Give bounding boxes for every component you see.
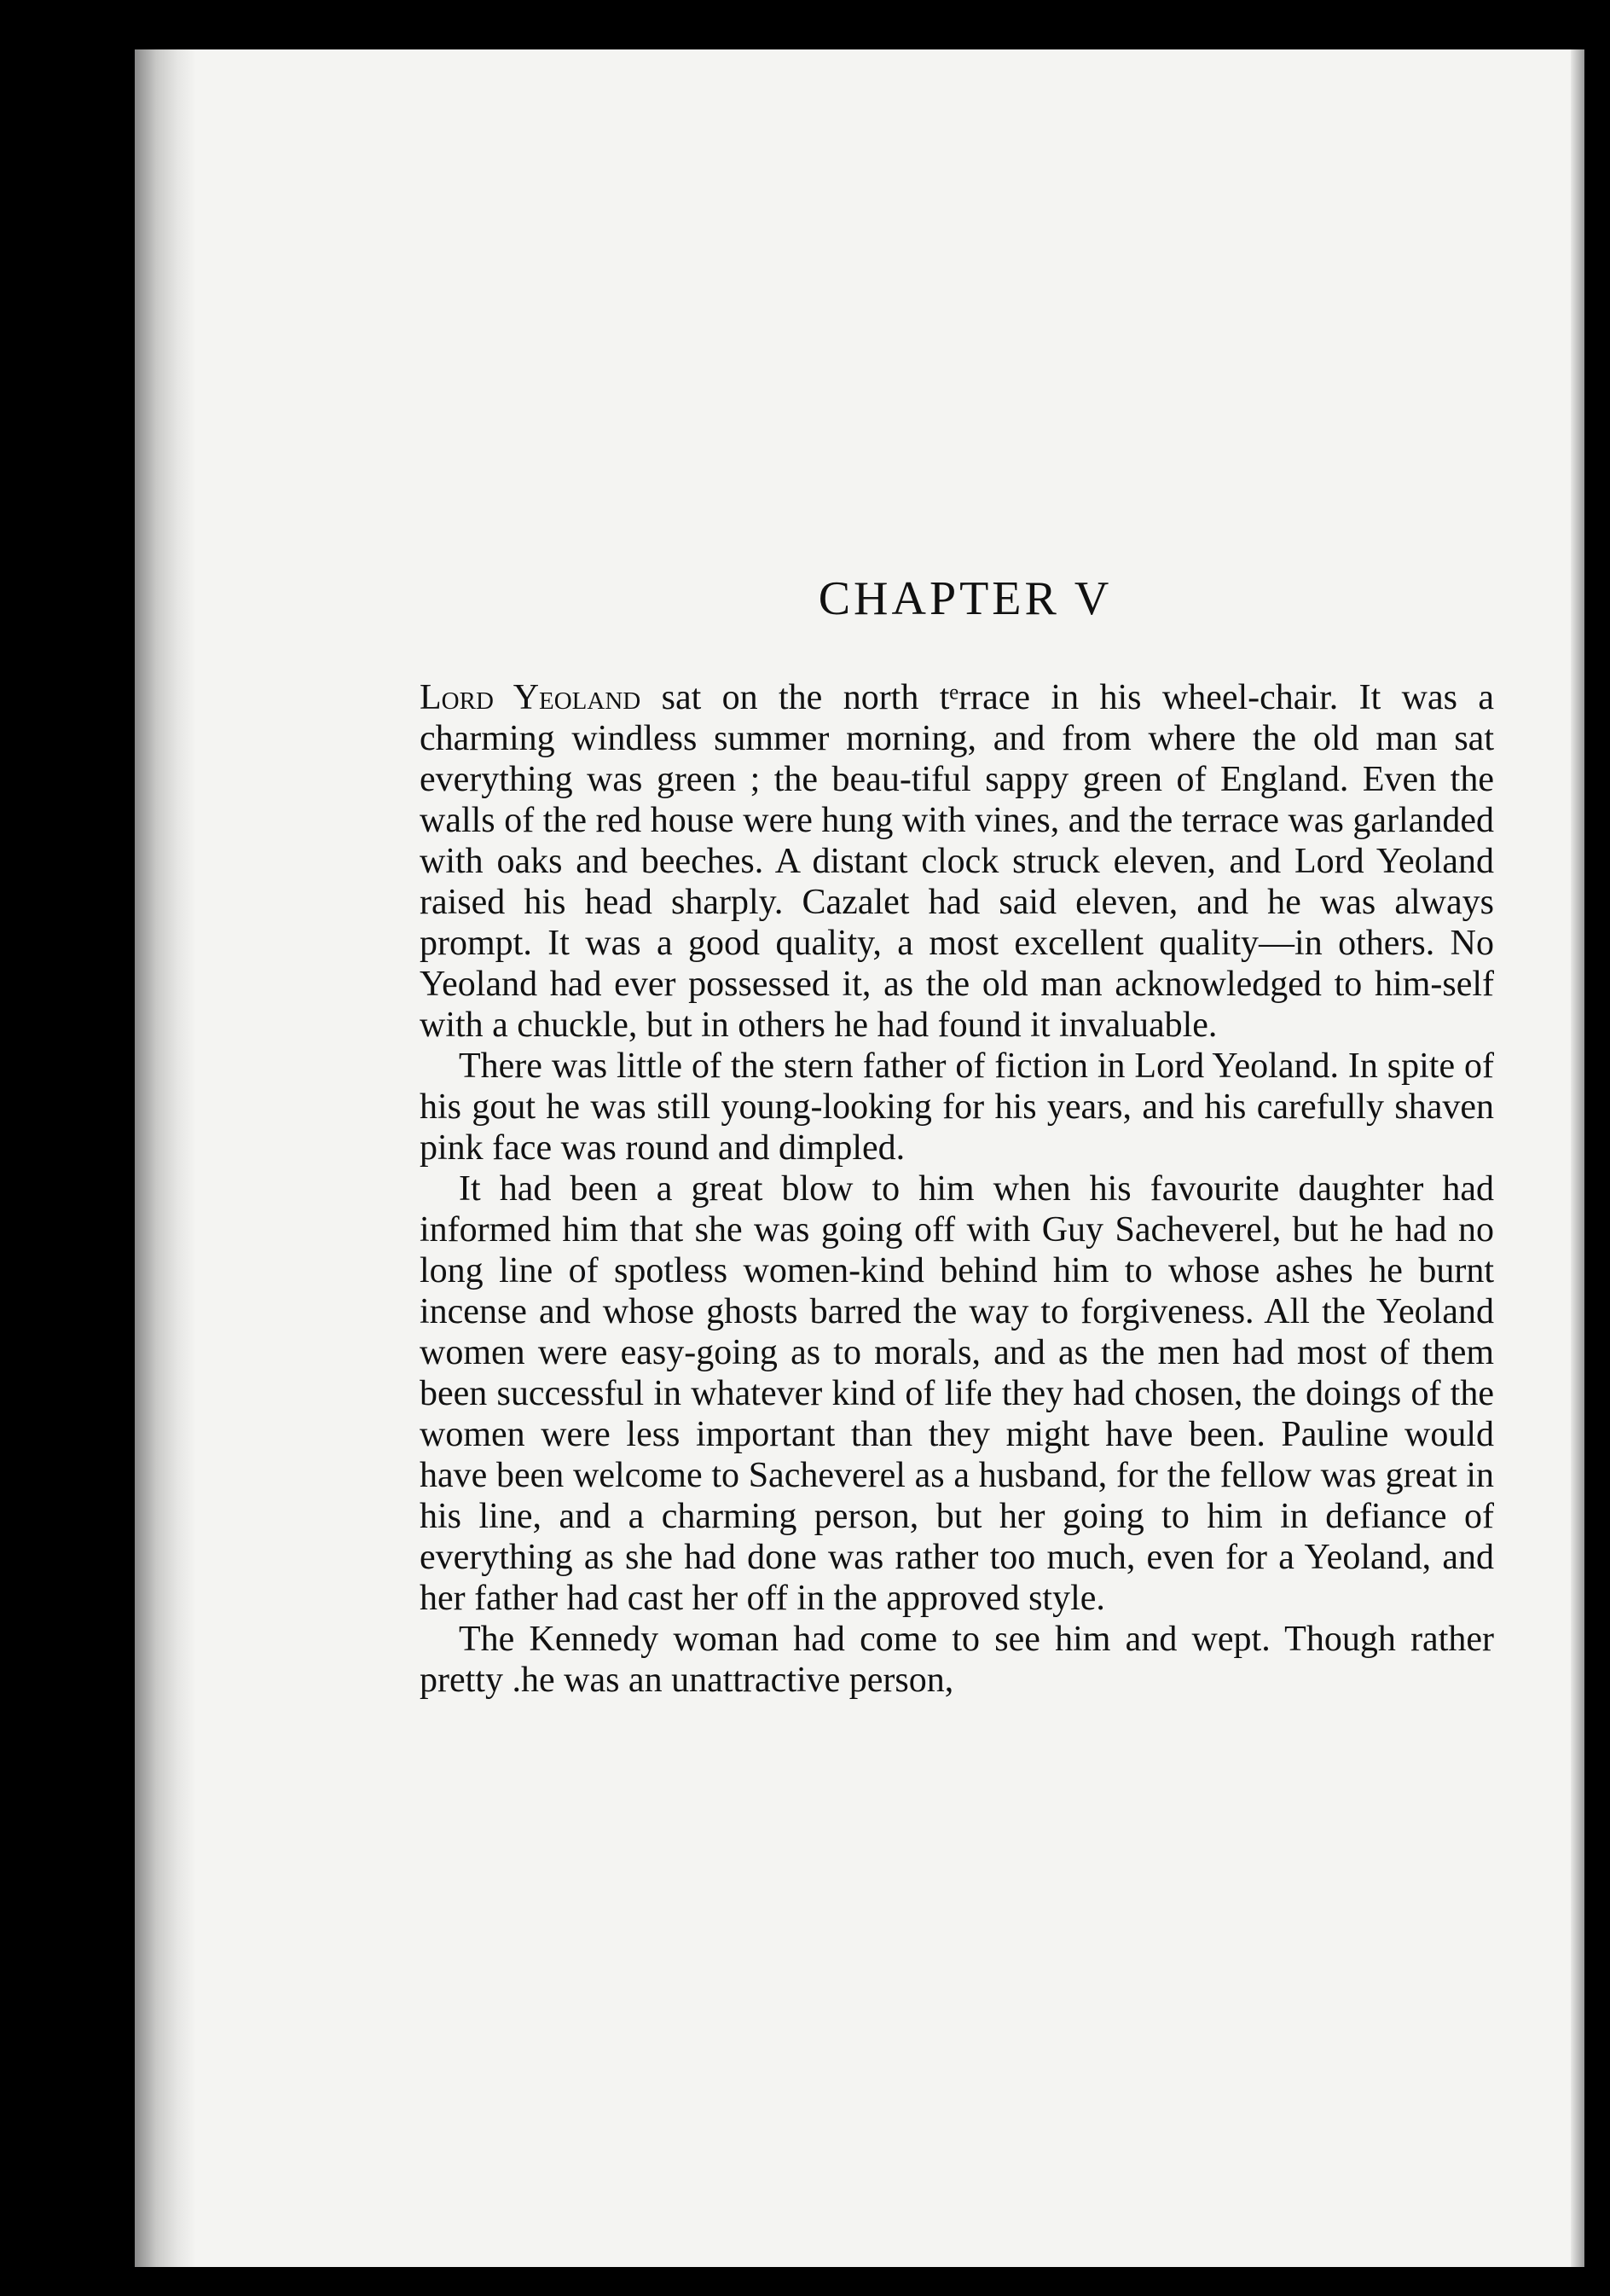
paragraph-1 bbox=[420, 677, 1494, 1046]
chapter-heading: CHAPTER V bbox=[818, 572, 1113, 625]
paragraph-4: The Kennedy woman had come to see him and wept. Though rather pretty .he was an unattractive person, bbox=[420, 1620, 1494, 1700]
paragraph-2: There was little of the stern father of fiction in Lord Yeoland. In spite of his gout he was still young-looking for his years, and his carefully shaven pink face was round and dimpled. bbox=[420, 1047, 1494, 1168]
paragraph-1-text: sat on the north tᵉrrace in his wheel-chair. It was a charming windless summer morning, and from where the old man sat everything was green ; the beau-tiful sappy green of England. Even the walls of the red house were hung with vines, and the terrace was garlanded with oaks and beeches. A distant clock struck eleven, and Lord Yeoland raised his head sharply. Cazalet had said eleven, and he was always prompt. It was a good quality, a most excellent quality—in others. No Yeoland had ever possessed it, as the old man acknowledged to him-self with a chuckle, but in others he had found it invaluable. bbox=[420, 678, 1494, 1045]
page-gutter-shadow bbox=[135, 49, 196, 2267]
page-edge bbox=[1571, 49, 1584, 2267]
paragraph-3: It had been a great blow to him when his favourite daughter had informed him that she was going off with Guy Sacheverel, but he had no long line of spotless women-kind behind him to whose ashes he burnt incense and whose ghosts barred the way to forgiveness. All the Yeoland women were easy-going as to morals, and as the men had most of them been successful in whatever kind of life they had chosen, the doings of the women were less important than they might have been. Pauline would have been welcome to Sacheverel as a husband, for the fellow was great in his line, and a charming person, but her going to him in defiance of everything as she had done was rather too much, even for a Yeoland, and her father had cast her off in the approved style. bbox=[420, 1169, 1494, 1618]
page-text-block bbox=[420, 571, 1494, 1701]
paragraph-1-lead: Lord Yeoland bbox=[420, 678, 641, 717]
